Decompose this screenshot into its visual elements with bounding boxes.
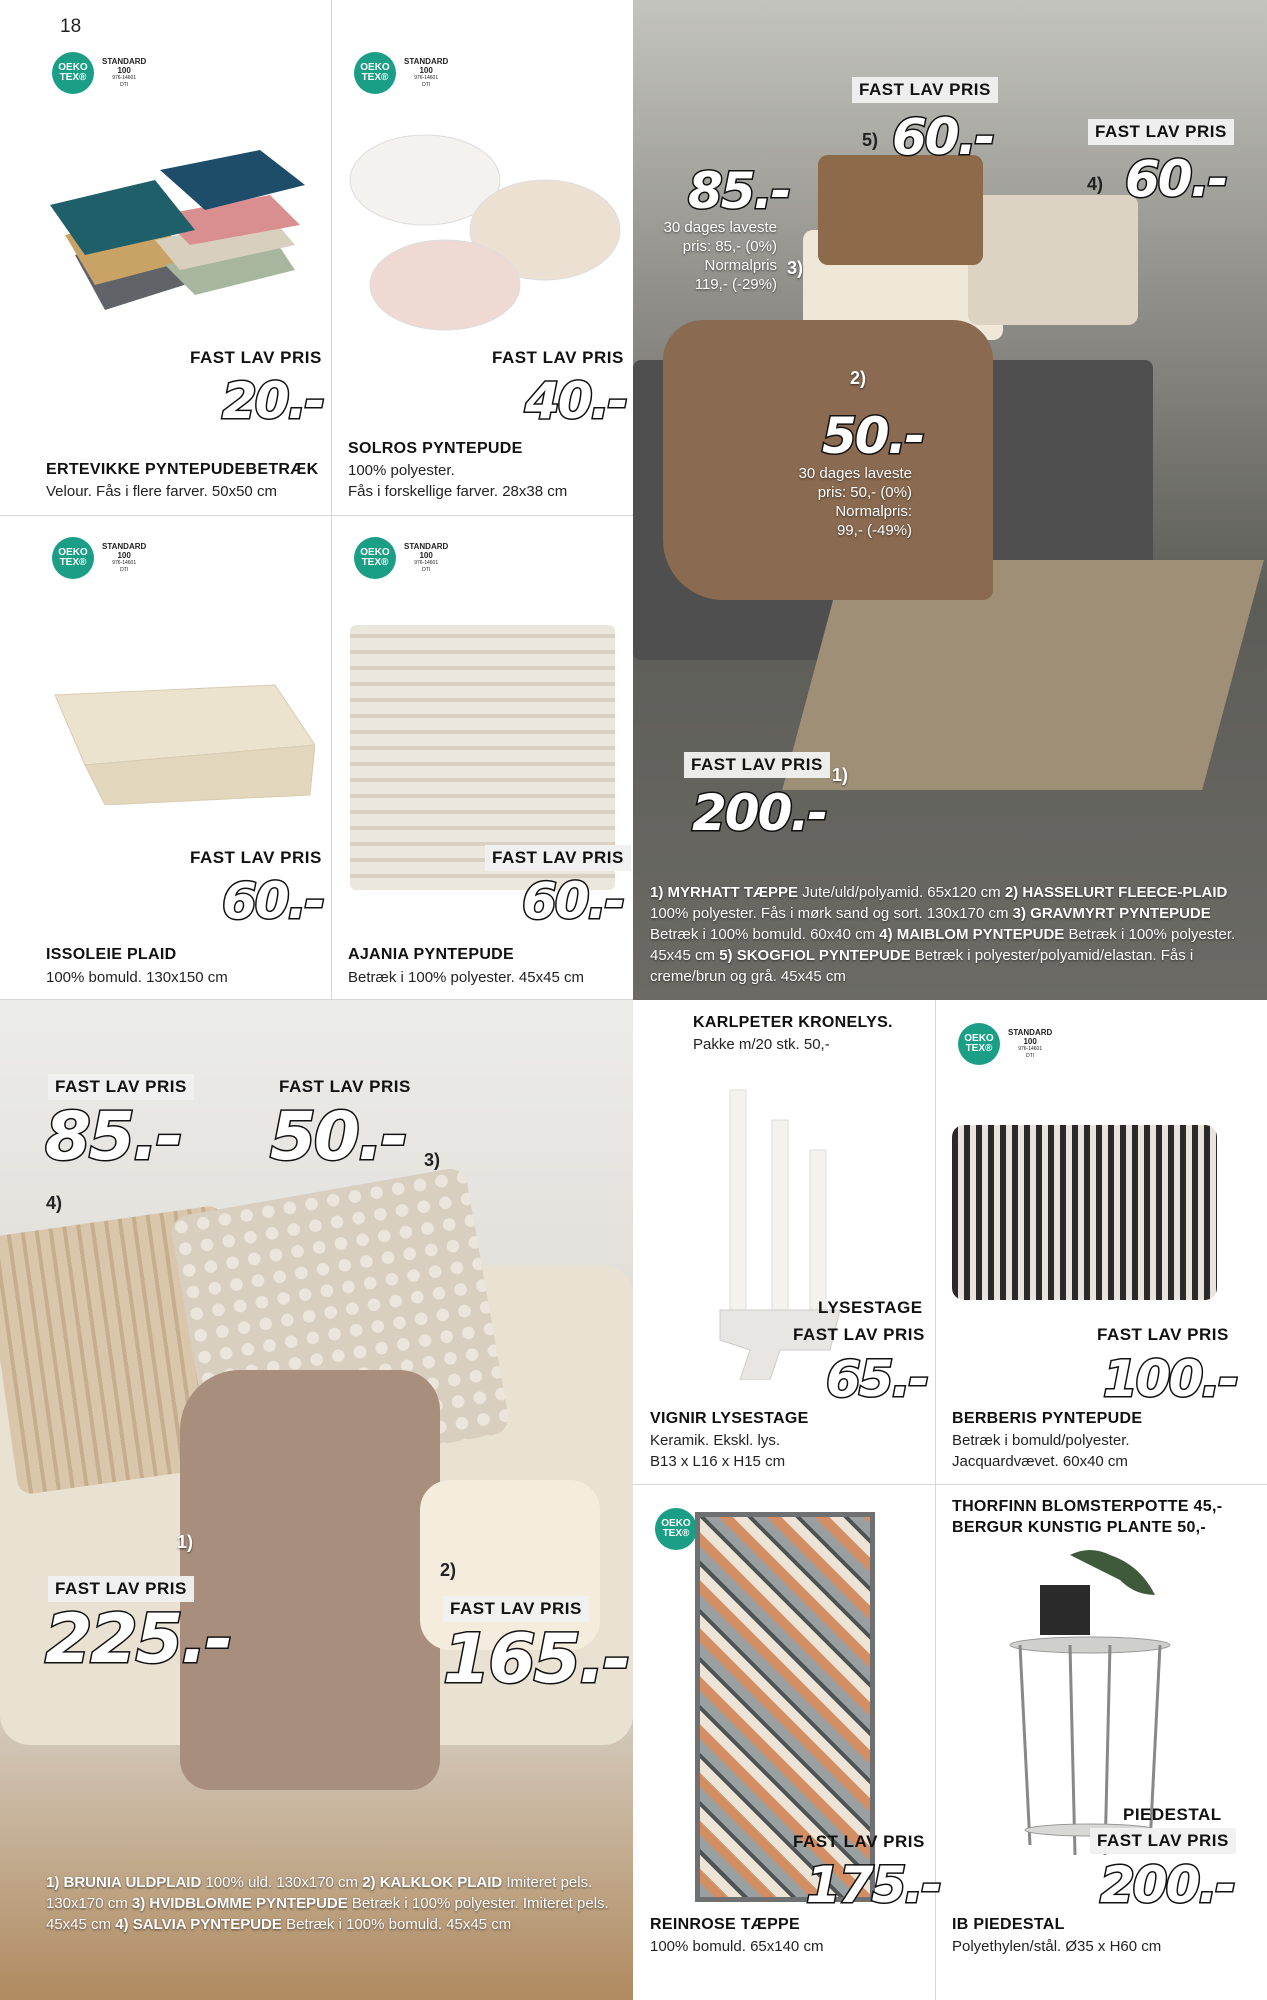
oeko-hundred: 100: [419, 66, 433, 75]
price-photo2-2: 165.-: [443, 1620, 629, 1699]
product-title-karlpeter: KARLPETER KRONELYS.: [693, 1014, 893, 1031]
item-number: 1): [832, 765, 849, 785]
fast-lav-pris-label: FAST LAV PRIS: [793, 1832, 925, 1851]
piedestal-label: PIEDESTAL: [1123, 1805, 1222, 1824]
note-line: 99,- (-49%): [836, 522, 912, 539]
cushions-image: [45, 145, 315, 325]
product-desc-ajania: Betræk i 100% polyester. 45x45 cm: [348, 969, 584, 986]
oeko-tex-icon: OEKO TEX®: [655, 1508, 697, 1550]
caption-item-title: 2) HASSELURT FLEECE-PLAID: [1004, 884, 1228, 901]
price-vignir: 65.-: [826, 1350, 928, 1408]
price-ib: 200.-: [1100, 1856, 1235, 1914]
fast-lav-pris-label: FAST LAV PRIS: [485, 845, 631, 871]
divider: [331, 0, 332, 1000]
cushion-image: [968, 195, 1138, 325]
product-desc-reinrose: 100% bomuld. 65x140 cm: [650, 1938, 824, 1955]
lysestage-label: LYSESTAGE: [818, 1298, 923, 1317]
caption-item-text: 100% polyester. Fås i mørk sand og sort. 130x170 cm: [650, 905, 1013, 922]
oeko-tex-icon: OEKO TEX®: [52, 52, 94, 94]
oeko-standard: STANDARD: [404, 542, 449, 551]
oeko-hundred: 100: [117, 551, 131, 560]
caption-item-text: Betræk i 100% polyester. 45x45 cm: [650, 926, 1236, 964]
price-photo2-3: 50.-: [270, 1098, 407, 1175]
note-line: pris: 50,- (0%): [817, 484, 912, 501]
note-line: 119,- (-29%): [694, 276, 777, 293]
oeko-tex-label: [958, 1023, 1052, 1065]
product-title-ajania: AJANIA PYNTEPUDE: [348, 946, 515, 963]
divider: [633, 1484, 1267, 1485]
fast-lav-pris-label: FAST LAV PRIS: [48, 1074, 194, 1100]
fast-lav-pris-label: FAST LAV PRIS: [684, 752, 830, 778]
price-solros: 40.-: [525, 372, 627, 430]
product-heading-thorfinn: THORFINN BLOMSTERPOTTE 45,-: [952, 1498, 1223, 1515]
price-photo1-4: 60.-: [1125, 150, 1227, 208]
item-number: 4): [1087, 174, 1104, 194]
item-number: 5): [862, 130, 879, 150]
caption-item-title: 4) SALVIA PYNTEPUDE: [115, 1916, 282, 1933]
oeko-hundred: 100: [1023, 1037, 1037, 1046]
note-line: 30 dages laveste: [663, 219, 777, 236]
fast-lav-pris-label: FAST LAV PRIS: [1097, 1325, 1229, 1344]
price-photo1-1: 200.-: [692, 784, 827, 842]
divider: [935, 1000, 936, 2000]
oeko-code: 976-14601: [414, 560, 439, 566]
oeko-tex-icon: OEKO TEX®: [354, 52, 396, 94]
caption-item-text: Jute/uld/polyamid. 65x120 cm: [798, 884, 1005, 901]
oeko-tex-label: [52, 52, 146, 94]
fast-lav-pris-label: FAST LAV PRIS: [1088, 119, 1234, 145]
oeko-dti: DTI: [422, 567, 431, 573]
price-note-3: [655, 218, 777, 294]
price-berberis: 100.-: [1103, 1350, 1238, 1408]
caption-item-title: 3) GRAVMYRT PYNTEPUDE: [1012, 905, 1211, 922]
oeko-standard: STANDARD: [102, 57, 147, 66]
fast-lav-pris-label: FAST LAV PRIS: [190, 348, 322, 367]
oeko-dti: DTI: [120, 82, 129, 88]
product-desc-solros-1: 100% polyester.: [348, 462, 455, 479]
fast-lav-pris-label: FAST LAV PRIS: [48, 1576, 194, 1602]
oeko-code: 976-14601: [112, 75, 137, 81]
price-photo2-4: 85.-: [45, 1098, 182, 1175]
caption-item-title: 5) SKOGFIOL PYNTEPUDE: [719, 947, 911, 964]
fast-lav-pris-label: FAST LAV PRIS: [793, 1325, 925, 1344]
photo2-caption: [46, 1872, 616, 1935]
oeko-standard: STANDARD: [102, 542, 147, 551]
caption-item-text: Betræk i 100% bomuld. 60x40 cm: [650, 926, 880, 943]
oeko-dti: DTI: [422, 82, 431, 88]
product-desc-ertevikke: Velour. Fås i flere farver. 50x50 cm: [46, 483, 277, 500]
price-photo1-5: 60.-: [892, 108, 994, 166]
caption-item-text: Betræk i 100% bomuld. 45x45 cm: [281, 1916, 512, 1933]
item-number: 4): [46, 1193, 63, 1213]
divider: [0, 515, 633, 516]
item-number: 1): [177, 1532, 194, 1552]
oeko-code: 976-14601: [414, 75, 439, 81]
price-ajania: 60.-: [522, 872, 624, 930]
plaid-image: [45, 675, 315, 805]
product-title-solros: SOLROS PYNTEPUDE: [348, 440, 523, 457]
photo1-caption: [650, 882, 1250, 987]
price-issoleie: 60.-: [222, 872, 324, 930]
product-title-reinrose: REINROSE TÆPPE: [650, 1916, 801, 1933]
product-desc-karlpeter: Pakke m/20 stk. 50,-: [693, 1036, 830, 1053]
fast-lav-pris-label: FAST LAV PRIS: [190, 848, 322, 867]
page-number: 18: [60, 16, 82, 37]
oeko-tex-icon: OEKO TEX®: [354, 537, 396, 579]
oeko-standard: STANDARD: [404, 57, 449, 66]
fast-lav-pris-label: FAST LAV PRIS: [852, 77, 998, 103]
product-title-ib: IB PIEDESTAL: [952, 1916, 1065, 1933]
product-desc-vignir-1: Keramik. Ekskl. lys.: [650, 1432, 781, 1449]
cushion-image: [818, 155, 983, 265]
oeko-dti: DTI: [120, 567, 129, 573]
price-photo2-1: 225.-: [45, 1600, 231, 1679]
caption-item-text: Betræk i 100% polyester. Imiteret pels. 45x45 cm: [46, 1895, 609, 1933]
product-title-ertevikke: ERTEVIKKE PYNTEPUDEBETRÆK: [46, 461, 319, 478]
product-desc-berberis-1: Betræk i bomuld/polyester.: [952, 1432, 1130, 1449]
product-title-vignir: VIGNIR LYSESTAGE: [650, 1410, 809, 1427]
fast-lav-pris-label: FAST LAV PRIS: [1090, 1828, 1236, 1854]
caption-item-title: 4) MAIBLOM PYNTEPUDE: [879, 926, 1065, 943]
product-title-berberis: BERBERIS PYNTEPUDE: [952, 1410, 1143, 1427]
oeko-code: 976-14601: [1018, 1046, 1043, 1052]
price-ertevikke: 20.-: [222, 372, 324, 430]
oeko-tex-label: [354, 52, 448, 94]
caption-item-title: 2) KALKLOK PLAID: [362, 1874, 503, 1891]
item-number: 2): [850, 368, 867, 388]
product-desc-berberis-2: Jacquardvævet. 60x40 cm: [952, 1453, 1128, 1470]
caption-item-title: 1) MYRHATT TÆPPE: [650, 884, 799, 901]
note-line: pris: 85,- (0%): [682, 238, 777, 255]
item-number: 3): [424, 1150, 441, 1170]
fast-lav-pris-label: FAST LAV PRIS: [279, 1077, 411, 1096]
price-reinrose: 175.-: [806, 1856, 941, 1914]
caption-item-title: 3) HVIDBLOMME PYNTEPUDE: [131, 1895, 348, 1912]
price-photo1-2: 50.-: [822, 407, 924, 465]
oeko-tex-icon: OEKO TEX®: [52, 537, 94, 579]
oeko-code: 976-14601: [112, 560, 137, 566]
shell-cushions-image: [345, 130, 625, 340]
caption-item-text: Imiteret pels. 130x170 cm: [46, 1874, 593, 1912]
oeko-tex-icon: OEKO TEX®: [958, 1023, 1000, 1065]
product-desc-issoleie: 100% bomuld. 130x150 cm: [46, 969, 228, 986]
oeko-hundred: 100: [419, 551, 433, 560]
item-number: 3): [787, 258, 804, 278]
product-desc-vignir-2: B13 x L16 x H15 cm: [650, 1453, 786, 1470]
caption-item-text: 100% uld. 130x170 cm: [201, 1874, 363, 1891]
fast-lav-pris-label: FAST LAV PRIS: [443, 1596, 589, 1622]
price-note-2: [770, 464, 912, 540]
caption-item-text: Betræk i polyester/polyamid/elastan. Fås i creme/brun og grå. 45x45 cm: [650, 947, 1194, 985]
note-line: Normalpris:: [835, 503, 912, 520]
item-number: 2): [440, 1560, 457, 1580]
product-heading-bergur: BERGUR KUNSTIG PLANTE 50,-: [952, 1519, 1207, 1536]
product-desc-solros-2: Fås i forskellige farver. 28x38 cm: [348, 483, 568, 500]
fast-lav-pris-label: FAST LAV PRIS: [492, 348, 624, 367]
berberis-cushion-image: [952, 1125, 1217, 1300]
note-line: Normalpris: [704, 257, 777, 274]
oeko-tex-label: [354, 537, 448, 579]
oeko-hundred: 100: [117, 66, 131, 75]
price-photo1-3: 85.-: [688, 162, 790, 220]
oeko-standard: STANDARD: [1008, 1028, 1053, 1037]
product-desc-ib: Polyethylen/stål. Ø35 x H60 cm: [952, 1938, 1162, 1955]
note-line: 30 dages laveste: [798, 465, 912, 482]
oeko-tex-label: [52, 537, 146, 579]
oeko-dti: DTI: [1026, 1053, 1035, 1059]
product-title-issoleie: ISSOLEIE PLAID: [46, 946, 177, 963]
caption-item-title: 1) BRUNIA ULDPLAID: [46, 1874, 202, 1891]
wool-plaid-image: [180, 1370, 440, 1790]
